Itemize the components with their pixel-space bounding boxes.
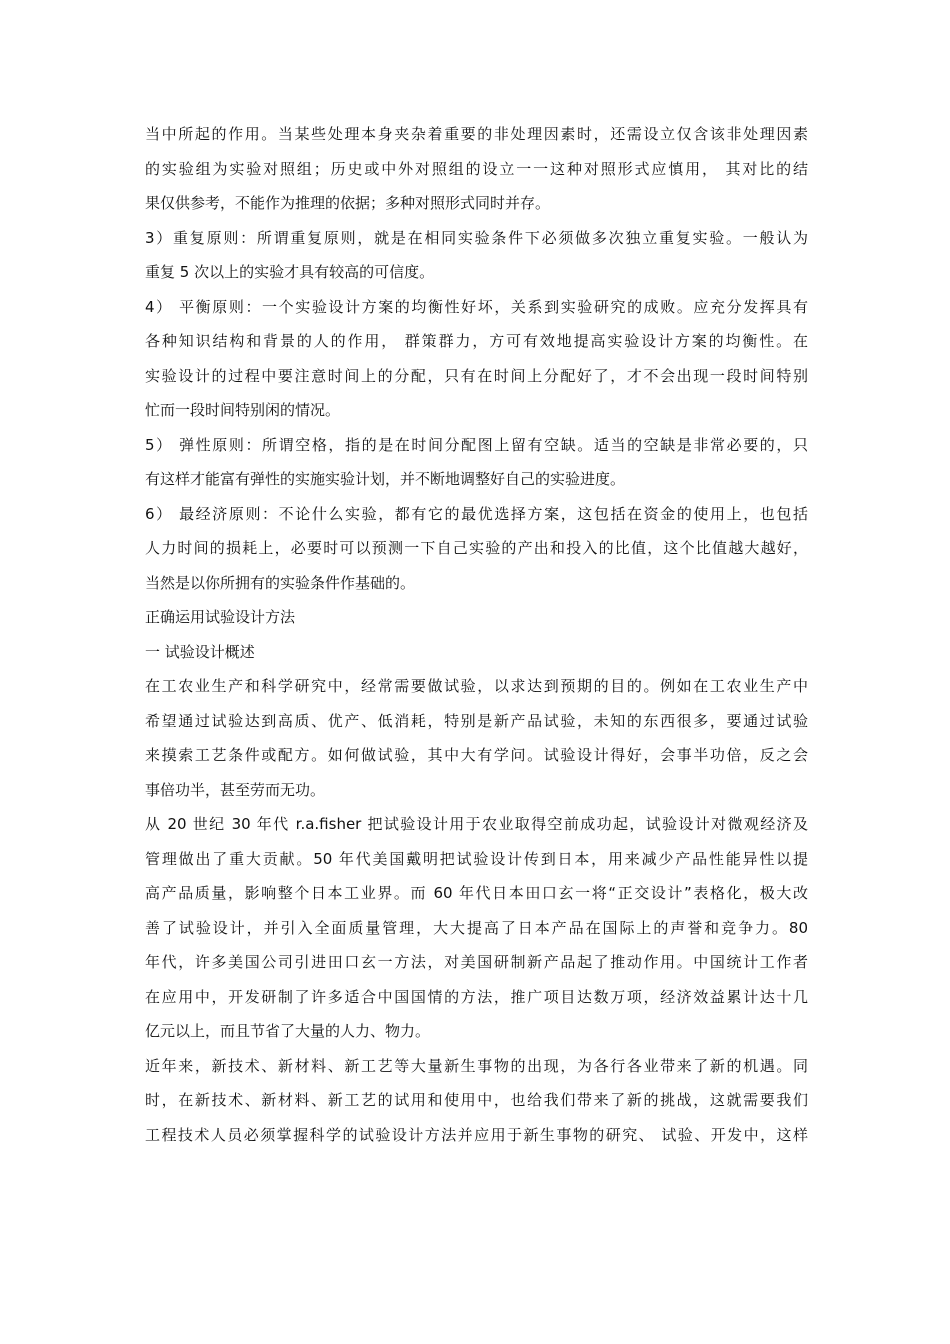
text-line: 当中所起的作用。当某些处理本身夹杂着重要的非处理因素时，还需设立仅含该非处理因素 bbox=[145, 125, 808, 143]
text-line: 有这样才能富有弹性的实施实验计划，并不断地调整好自己的实验进度。 bbox=[145, 470, 626, 488]
document-body bbox=[145, 117, 808, 1152]
text-line: 5） 弹性原则：所谓空格，指的是在时间分配图上留有空缺。适当的空缺是非常必要的，只 bbox=[145, 435, 808, 454]
text-line: 各种知识结构和背景的人的作用， 群策群力，方可有效地提高实验设计方案的均衡性。在 bbox=[145, 332, 808, 350]
text-line: 4） 平衡原则：一个实验设计方案的均衡性好坏，关系到实验研究的成败。应充分发挥具有 bbox=[145, 297, 808, 316]
text-line: 年代，许多美国公司引进田口玄一方法，对美国研制新产品起了推动作用。中国统计工作者 bbox=[145, 953, 808, 971]
paragraph-overview-3 bbox=[145, 1049, 808, 1153]
text-line: 重复 5 次以上的实验才具有较高的可信度。 bbox=[145, 263, 435, 281]
text-line: 来摸索工艺条件或配方。如何做试验，其中大有学问。试验设计得好，会事半功倍，反之会 bbox=[145, 746, 808, 764]
text-line: 忙而一段时间特别闲的情况。 bbox=[145, 401, 341, 419]
text-line: 高产品质量，影响整个日本工业界。而 60 年代日本田口玄一将“正交设计”表格化，极大改 bbox=[145, 884, 808, 902]
section-heading-overview bbox=[145, 635, 808, 670]
text-line: 时，在新技术、新材料、新工艺的试用和使用中，也给我们带来了新的挑战，这就需要我们 bbox=[145, 1091, 808, 1109]
text-line: 6） 最经济原则：不论什么实验，都有它的最优选择方案，这包括在资金的使用上，也包括 bbox=[145, 504, 808, 523]
paragraph-control-principle-cont bbox=[145, 117, 808, 221]
heading-text: 正确运用试验设计方法 bbox=[145, 608, 296, 626]
text-line: 事倍功半，甚至劳而无功。 bbox=[145, 780, 326, 799]
paragraph-balance-principle bbox=[145, 290, 808, 428]
heading-text: 一 试验设计概述 bbox=[145, 642, 255, 661]
text-line: 当然是以你所拥有的实验条件作基础的。 bbox=[145, 573, 416, 592]
text-line: 亿元以上，而且节省了大量的人力、物力。 bbox=[145, 1022, 431, 1040]
text-line: 的实验组为实验对照组；历史或中外对照组的设立一一这种对照形式应慎用， 其对比的结 bbox=[145, 159, 808, 178]
text-line: 工程技术人员必须掌握科学的试验设计方法并应用于新生事物的研究、 试验、开发中，这样 bbox=[145, 1125, 808, 1144]
text-line: 善了试验设计，并引入全面质量管理，大大提高了日本产品在国际上的声誉和竞争力。80 bbox=[145, 918, 808, 937]
paragraph-repeat-principle bbox=[145, 221, 808, 290]
text-line: 在工农业生产和科学研究中，经常需要做试验，以求达到预期的目的。例如在工农业生产中 bbox=[145, 677, 808, 695]
paragraph-overview-2 bbox=[145, 807, 808, 1049]
text-line: 实验设计的过程中要注意时间上的分配，只有在时间上分配好了，才不会出现一段时间特别 bbox=[145, 366, 808, 385]
text-line: 人力时间的损耗上，必要时可以预测一下自己实验的产出和投入的比值，这个比值越大越好， bbox=[145, 539, 808, 557]
text-line: 3）重复原则：所谓重复原则，就是在相同实验条件下必须做多次独立重复实验。一般认为 bbox=[145, 228, 808, 247]
text-line: 近年来，新技术、新材料、新工艺等大量新生事物的出现，为各行各业带来了新的机遇。同 bbox=[145, 1056, 808, 1075]
paragraph-overview-1 bbox=[145, 669, 808, 807]
paragraph-economy-principle bbox=[145, 497, 808, 601]
text-line: 在应用中，开发研制了许多适合中国国情的方法，推广项目达数万项，经济效益累计达十几 bbox=[145, 987, 808, 1006]
text-line: 果仅供参考，不能作为推理的依据；多种对照形式同时并存。 bbox=[145, 194, 551, 212]
section-heading-correct-use bbox=[145, 600, 808, 635]
text-line: 管理做出了重大贡献。50 年代美国戴明把试验设计传到日本，用来减少产品性能异性以提 bbox=[145, 849, 808, 868]
text-line: 希望通过试验达到高质、优产、低消耗，特别是新产品试验，未知的东西很多，要通过试验 bbox=[145, 711, 808, 730]
paragraph-elasticity-principle bbox=[145, 428, 808, 497]
text-line: 从 20 世纪 30 年代 r.a.fisher 把试验设计用于农业取得空前成功起，试验设计对微观经济及 bbox=[145, 815, 808, 833]
